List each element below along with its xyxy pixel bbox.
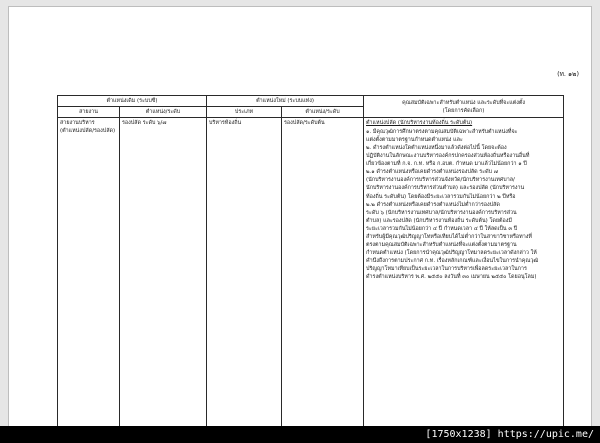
- spec-line: สำหรับผู้มีคุณวุฒิปริญญาโทหรือเทียบได้ไม่ต่ำกว่าในสาขาวิชาหรือทางที่: [366, 233, 532, 240]
- spec-title: ตำแหน่งปลัด (นักบริหารงานท้องถิ่น ระดับต้น): [366, 120, 473, 127]
- header-specific-qualifications: [364, 96, 564, 118]
- cell-old-position: รองปลัด ระดับ ๖/๗: [120, 118, 207, 443]
- header-old-position: ตำแหน่งเดิม (ระบบซี): [58, 96, 207, 107]
- cell-new-type: บริหารท้องถิ่น: [207, 118, 282, 443]
- header-spec-line1: คุณสมบัติเฉพาะสำหรับตำแหน่ง และระดับที่จะแต่งตั้ง: [402, 99, 525, 106]
- image-size-caption: [1750x1238] https://upic.me/: [0, 426, 600, 443]
- spec-line: ๒. ดำรงตำแหน่งใดตำแหน่งหนึ่งมาแล้วดังต่อไปนี้ โดยจะต้อง: [366, 145, 507, 152]
- cell-new-position: รองปลัด/ระดับต้น: [282, 118, 364, 443]
- spec-line: ๑. มีคุณวุฒิการศึกษาตรงตามคุณสมบัติเฉพาะสำหรับตำแหน่งที่จะ: [366, 129, 518, 136]
- position-qualification-table: [57, 95, 564, 443]
- spec-line: ตำบล) และรองปลัด (นักบริหารงานท้องถิ่น ระดับต้น) โดยต้องมี: [366, 217, 512, 224]
- spec-line: กำหนดตำแหน่ง (โดยการนำคุณวุฒิปริญญาโทมาลดระยะเวลาดังกล่าว ให้: [366, 249, 537, 256]
- spec-line: คำนึงถึงการตามประกาศ ก.ท. เรื่องหลักเกณฑ์และเงื่อนไขในการนำคุณวุฒิ: [366, 257, 539, 264]
- subheader-new-position: ตำแหน่ง/ระดับ: [282, 107, 364, 118]
- spec-line: ตรงตามคุณสมบัติเฉพาะสำหรับตำแหน่งที่จะแต่งตั้งตามมาตรฐาน: [366, 241, 517, 248]
- spec-line: ท้องถิ่น ระดับต้น) โดยต้องมีระยะเวลารวมกันไม่น้อยกว่า ๒ ปีหรือ: [366, 193, 516, 200]
- header-spec-line2: (โดยการคัดเลือก): [442, 107, 485, 114]
- spec-line: ปริญญาโทมาเทียบเป็นระยะเวลาในการบริหารเพื่อลดระยะเวลาในการ: [366, 265, 527, 272]
- subheader-old-position: ตำแหน่ง/ระดับ: [120, 107, 207, 118]
- spec-line: ดำรงตำแหน่งบริหาร พ.ศ. ๒๕๕๐ ลงวันที่ ๓๐ เมษายน ๒๕๕๐ โดยอนุโลม): [366, 273, 537, 280]
- spec-line: นักบริหารงานองค์การบริหารส่วนตำบล) และรองปลัด (นักบริหารงาน: [366, 185, 525, 192]
- spec-line: ระดับ ๖ (นักบริหารงานเทศบาล/นักบริหารงานองค์การบริหารส่วน: [366, 209, 517, 216]
- spec-line: เกี่ยวข้องตามที่ ก.จ. ก.ท. หรือ ก.อบต. กำหนด มาแล้วไม่น้อยกว่า ๑ ปี: [366, 161, 527, 168]
- spec-line: ปฏิบัติงานในลักษณะงานบริหารองค์กรปกครองส่วนท้องถิ่นหรืองานอื่นที่: [366, 153, 530, 160]
- spec-line: แต่งตั้งตามมาตรฐานกำหนดตำแหน่ง และ: [366, 137, 463, 144]
- cell-specific-qualifications: [364, 118, 564, 443]
- subheader-old-line: สายงาน: [58, 107, 120, 118]
- header-row-1: [58, 96, 564, 107]
- spec-line: ระยะเวลารวมกันไม่น้อยกว่า ๔ ปี กำหนดเวลา ๔ ปี ให้ลดเป็น ๓ ปี: [366, 225, 518, 232]
- document-page: [8, 6, 592, 428]
- header-new-position: ตำแหน่งใหม่ (ระบบแท่ง): [207, 96, 364, 107]
- spec-line: ๒.๑ ดำรงตำแหน่งหรือเคยดำรงตำแหน่งรองปลัด ระดับ ๗: [366, 169, 498, 176]
- spec-line: ๒.๒ ดำรงตำแหน่งหรือเคยดำรงตำแหน่งไม่ต่ำกว่ารองปลัด: [366, 201, 500, 208]
- table-row: [58, 118, 564, 443]
- spec-line: (นักบริหารงานองค์การบริหารส่วนจังหวัด/นักบริหารงานเทศบาล/: [366, 177, 515, 184]
- page-code: (ท. ๑๒): [557, 70, 579, 78]
- cell-old-line: สายงานบริหาร (ตำแหน่งปลัด/รองปลัด): [58, 118, 120, 443]
- subheader-new-type: ประเภท: [207, 107, 282, 118]
